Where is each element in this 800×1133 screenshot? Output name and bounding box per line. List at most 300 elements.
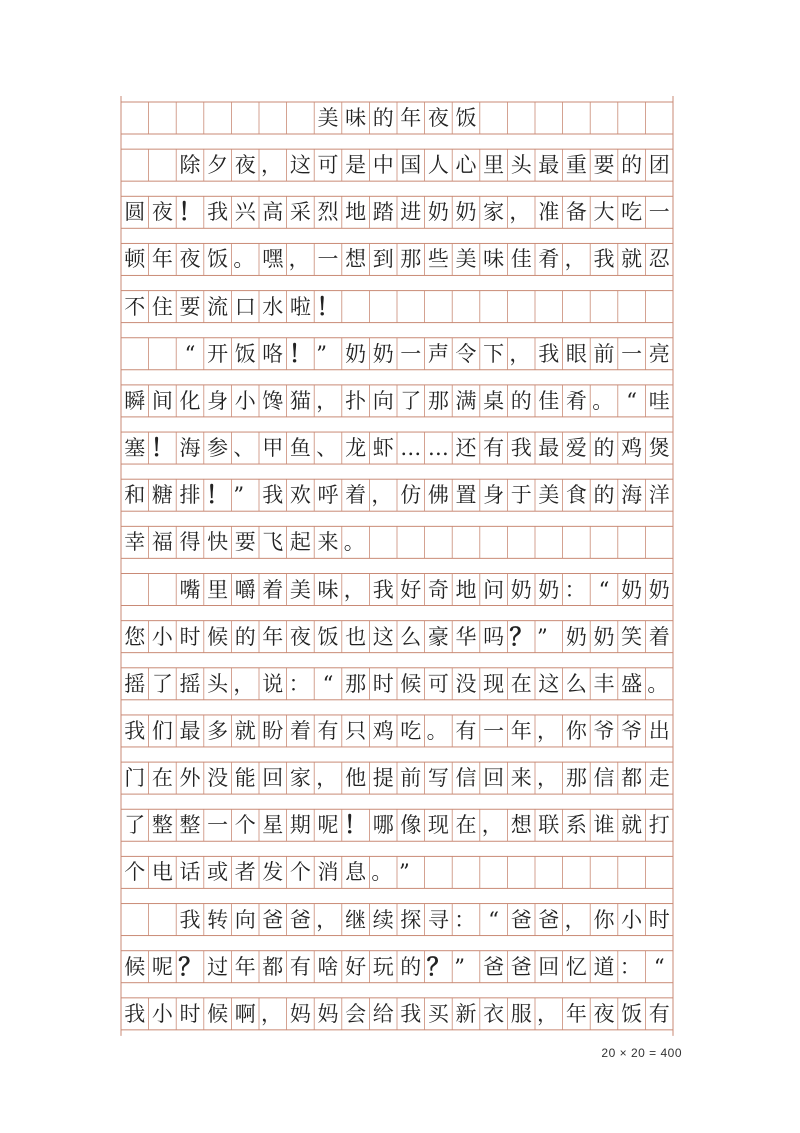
grid-char: 奶 — [565, 624, 587, 649]
essay-line — [0, 338, 800, 370]
grid-char: 发 — [262, 860, 284, 885]
grid-char: 起 — [289, 530, 311, 555]
grid-char — [480, 291, 508, 323]
grid-char: 我 — [593, 247, 615, 272]
grid-char: 前 — [593, 341, 615, 366]
grid-char — [590, 291, 618, 323]
grid-char: 就 — [234, 718, 256, 743]
grid-char: 流 — [207, 294, 229, 319]
grid-char: 继 — [345, 907, 367, 932]
grid-char: ， — [509, 341, 531, 366]
grid-char: 忍 — [648, 247, 670, 272]
grid-char: 向 — [234, 907, 256, 932]
grid-char: 啦 — [289, 294, 311, 319]
grid-char: ” — [233, 483, 245, 508]
grid-char: 着 — [345, 483, 367, 508]
grid-char: 、 — [316, 436, 338, 461]
grid-char: 夜 — [234, 153, 256, 178]
grid-char — [342, 291, 370, 323]
grid-char: 摇 — [179, 671, 201, 696]
grid-char: 提 — [372, 766, 394, 791]
grid-char: 准 — [538, 200, 560, 225]
grid-char — [618, 102, 646, 134]
grid-char: 消 — [317, 860, 339, 885]
grid-char: 的 — [234, 624, 256, 649]
grid-char: 高 — [262, 200, 284, 225]
grid-char: 在 — [151, 766, 173, 791]
grid-char: 飞 — [262, 530, 284, 555]
grid-char: 过 — [207, 954, 229, 979]
grid-char: 美 — [455, 247, 477, 272]
grid-char: 进 — [400, 200, 422, 225]
grid-char: 说 — [262, 671, 284, 696]
grid-char: 要 — [179, 294, 201, 319]
grid-char: ， — [371, 483, 393, 508]
grid-char: ， — [233, 671, 255, 696]
grid-char: 我 — [179, 907, 201, 932]
grid-char — [535, 102, 563, 134]
grid-char: 置 — [455, 483, 477, 508]
grid-char: 丰 — [593, 671, 615, 696]
grid-char: 奶 — [427, 200, 449, 225]
grid-char: 们 — [151, 718, 173, 743]
grid-char: 整 — [151, 813, 173, 838]
grid-char — [231, 102, 259, 134]
essay-line — [0, 574, 800, 606]
grid-char: ” — [454, 954, 465, 979]
essay-line — [0, 809, 800, 841]
grid-char: ， — [564, 907, 586, 932]
grid-char: ？ — [509, 621, 534, 651]
grid-char: 我 — [207, 200, 229, 225]
grid-char: 吃 — [621, 200, 643, 225]
grid-char: 呼 — [317, 483, 339, 508]
grid-char: “ — [626, 388, 637, 413]
grid-char — [645, 856, 673, 888]
grid-char: 饭 — [234, 341, 256, 366]
grid-char — [618, 526, 646, 558]
grid-char: 啥 — [317, 954, 339, 979]
grid-char: 奶 — [510, 577, 532, 602]
grid-char: 的 — [400, 954, 422, 979]
grid-char: 妈 — [317, 1001, 339, 1026]
grid-char: 奶 — [648, 577, 670, 602]
grid-char: 美 — [317, 106, 339, 130]
grid-char: 在 — [455, 813, 477, 838]
grid-char: ， — [564, 247, 586, 272]
grid-char: 大 — [593, 200, 615, 225]
grid-char: 饭 — [317, 624, 339, 649]
grid-char: 要 — [234, 530, 256, 555]
grid-char: 玩 — [372, 954, 394, 979]
grid-char: 饭 — [207, 247, 229, 272]
grid-char: 奶 — [593, 624, 615, 649]
grid-char: 回 — [483, 766, 505, 791]
grid-char: 肴 — [538, 247, 560, 272]
grid-char: ！ — [150, 433, 175, 463]
grid-char: 者 — [234, 860, 256, 885]
grid-char: 爸 — [510, 954, 532, 979]
essay-line — [0, 196, 800, 228]
grid-char — [425, 856, 453, 888]
grid-char: 年 — [151, 247, 173, 272]
grid-char: 衣 — [483, 1001, 505, 1026]
grid-char: 奶 — [345, 341, 367, 366]
grid-char: 里 — [483, 153, 505, 178]
grid-char — [149, 102, 177, 134]
grid-char: 佳 — [538, 388, 560, 413]
grid-char: 那 — [345, 671, 367, 696]
grid-char — [535, 526, 563, 558]
grid-char: 住 — [151, 294, 173, 319]
grid-char: ， — [537, 1001, 558, 1026]
grid-char: 一 — [621, 341, 643, 366]
grid-char: 我 — [124, 718, 146, 743]
grid-char: 是 — [345, 153, 367, 178]
grid-char — [507, 102, 535, 134]
grid-char: 会 — [345, 1001, 367, 1026]
grid-char: 欢 — [289, 483, 311, 508]
grid-char: 、 — [233, 436, 255, 461]
grid-char — [535, 291, 563, 323]
grid-char: 饭 — [621, 1001, 643, 1026]
grid-char — [149, 574, 177, 606]
grid-char: 盼 — [262, 718, 284, 743]
grid-char: 夜 — [289, 624, 311, 649]
grid-char: 外 — [179, 766, 201, 791]
grid-char: 备 — [565, 200, 587, 225]
grid-char: 圆 — [124, 200, 146, 225]
grid-char: 奶 — [455, 200, 477, 225]
grid-char: 想 — [345, 247, 367, 272]
grid-char: 买 — [427, 1001, 449, 1026]
grid-char: 只 — [345, 718, 367, 743]
grid-char: 饭 — [455, 106, 477, 130]
grid-char: 有 — [648, 1001, 670, 1026]
essay-line — [0, 291, 800, 323]
grid-char: 的 — [621, 153, 643, 178]
grid-char: 爸 — [483, 954, 505, 979]
grid-char: 年 — [234, 954, 256, 979]
grid-char: 信 — [455, 766, 477, 791]
grid-char: 问 — [483, 577, 505, 602]
grid-char: 下 — [483, 341, 505, 366]
grid-char — [204, 102, 232, 134]
grid-char: 美 — [538, 483, 560, 508]
grid-char — [645, 526, 673, 558]
grid-char: 呢 — [151, 954, 173, 979]
grid-char: 出 — [648, 718, 670, 743]
grid-char: 重 — [565, 153, 587, 178]
grid-char: 一 — [207, 813, 229, 838]
grid-char: 佳 — [510, 247, 532, 272]
grid-char: 嘴 — [179, 577, 201, 602]
grid-char: 那 — [565, 766, 587, 791]
grid-char: 您 — [124, 624, 146, 649]
grid-char: 豪 — [427, 624, 449, 649]
grid-char: ： — [564, 577, 586, 602]
grid-char: 瞬 — [124, 388, 146, 413]
grid-char: “ — [184, 341, 196, 366]
grid-char: 味 — [317, 577, 339, 602]
grid-char: 亮 — [648, 341, 670, 366]
essay-line — [0, 149, 800, 181]
title-row — [0, 102, 800, 134]
grid-char: 小 — [151, 1001, 173, 1026]
essay-line — [0, 904, 800, 936]
grid-char — [121, 149, 149, 181]
grid-char: 年 — [510, 718, 532, 743]
grid-char: 我 — [538, 341, 560, 366]
grid-char: ” — [537, 624, 548, 649]
grid-char: ” — [316, 341, 327, 366]
essay-line — [0, 621, 800, 653]
grid-char: 和 — [124, 483, 146, 508]
grid-char — [480, 102, 508, 134]
grid-char: 龙 — [345, 436, 367, 461]
grid-char: 着 — [648, 624, 670, 649]
grid-char: 。 — [426, 718, 448, 743]
grid-char: 洋 — [648, 483, 670, 508]
essay-line — [0, 951, 800, 983]
grid-char: ？ — [426, 951, 451, 981]
grid-char: 息 — [345, 860, 367, 885]
grid-char — [590, 856, 618, 888]
grid-char: 口 — [234, 294, 256, 319]
grid-char: 鸡 — [621, 436, 643, 461]
grid-char: 幸 — [124, 530, 146, 555]
grid-char: 个 — [124, 860, 146, 885]
grid-char — [563, 102, 591, 134]
grid-char: 呢 — [317, 813, 339, 838]
grid-char: 还 — [455, 436, 477, 461]
grid-char — [507, 526, 535, 558]
grid-lines — [121, 96, 673, 1036]
grid-char: 的 — [593, 436, 615, 461]
grid-char — [149, 338, 177, 370]
essay-line — [0, 526, 800, 558]
grid-char: 鸡 — [372, 718, 394, 743]
grid-char: 没 — [207, 766, 229, 791]
grid-char: 味 — [345, 106, 367, 130]
grid-char — [425, 526, 453, 558]
grid-char: 兴 — [234, 200, 256, 225]
grid-char: 候 — [207, 1001, 229, 1026]
grid-char — [397, 291, 425, 323]
grid-char: 有 — [455, 718, 477, 743]
grid-char: 国 — [400, 153, 422, 178]
grid-char: 到 — [372, 247, 394, 272]
grid-char: 地 — [455, 577, 477, 602]
grid-char: 在 — [510, 671, 532, 696]
grid-char: 一 — [648, 200, 670, 225]
grid-char: 能 — [234, 766, 256, 791]
grid-char: 么 — [400, 624, 422, 649]
grid-char: 的 — [593, 483, 615, 508]
grid-char: 烈 — [317, 200, 339, 225]
grid-char: 忆 — [565, 954, 587, 979]
grid-char: 要 — [593, 153, 615, 178]
grid-char: 这 — [289, 153, 311, 178]
grid-char — [149, 149, 177, 181]
grid-char — [259, 102, 287, 134]
grid-char: 妈 — [289, 1001, 311, 1026]
grid-char — [452, 526, 480, 558]
grid-char: 里 — [207, 577, 229, 602]
grid-char: 桌 — [483, 388, 505, 413]
grid-char: ” — [399, 860, 410, 885]
grid-char: 地 — [345, 200, 367, 225]
grid-char: 顿 — [124, 247, 146, 272]
grid-char — [590, 526, 618, 558]
grid-char: 家 — [483, 200, 505, 225]
grid-char: 得 — [179, 530, 201, 555]
grid-char: ？ — [178, 951, 203, 981]
grid-char: 前 — [400, 766, 422, 791]
grid-char: 声 — [427, 341, 449, 366]
grid-char — [452, 291, 480, 323]
grid-char: 佛 — [427, 483, 449, 508]
essay-line — [0, 479, 800, 511]
grid-char: 海 — [621, 483, 643, 508]
grid-char: 现 — [483, 671, 505, 696]
grid-char — [176, 102, 204, 134]
grid-char: 打 — [648, 813, 670, 838]
grid-char: 吗 — [483, 624, 505, 649]
grid-char: 这 — [372, 624, 394, 649]
grid-char: 时 — [179, 624, 201, 649]
grid-char — [149, 904, 177, 936]
grid-char: 夜 — [151, 200, 173, 225]
grid-char: 我 — [400, 1001, 422, 1026]
grid-char: 可 — [427, 671, 449, 696]
grid-char: 爸 — [510, 907, 532, 932]
grid-char: 哇 — [648, 388, 670, 413]
grid-char: 走 — [648, 766, 670, 791]
grid-char — [121, 102, 149, 134]
grid-char: 像 — [400, 813, 422, 838]
grid-char: 肴 — [565, 388, 587, 413]
grid-char: 一 — [317, 247, 339, 272]
grid-char: 华 — [455, 624, 477, 649]
grid-char: 续 — [372, 907, 394, 932]
grid-char: 令 — [455, 341, 477, 366]
grid-char: ！ — [288, 338, 313, 368]
grid-char — [645, 102, 673, 134]
grid-char — [121, 904, 149, 936]
grid-char: 。 — [647, 671, 669, 696]
grid-char: 小 — [234, 388, 256, 413]
grid-char: 爸 — [538, 907, 560, 932]
grid-char: 爷 — [621, 718, 643, 743]
grid-char: 福 — [151, 530, 173, 555]
grid-char — [425, 291, 453, 323]
grid-char — [480, 526, 508, 558]
grid-char: 团 — [648, 153, 670, 178]
grid-char: 糖 — [151, 483, 173, 508]
grid-char: 那 — [427, 388, 449, 413]
grid-char: 年 — [565, 1001, 587, 1026]
grid-char: 头 — [510, 153, 532, 178]
grid-char: 有 — [483, 436, 505, 461]
grid-char: 谁 — [593, 813, 615, 838]
grid-char: 么 — [565, 671, 587, 696]
essay-line — [0, 998, 800, 1030]
grid-char — [618, 291, 646, 323]
grid-char: 。 — [233, 247, 255, 272]
grid-char: 转 — [207, 907, 229, 932]
grid-char: 爱 — [565, 436, 587, 461]
grid-char: 了 — [400, 388, 422, 413]
grid-char: 夕 — [207, 153, 229, 178]
grid-char: 一 — [483, 718, 505, 743]
grid-char: ： — [619, 954, 641, 979]
grid-char: 或 — [207, 860, 229, 885]
grid-char: 都 — [621, 766, 643, 791]
grid-char: 虾 — [372, 436, 394, 461]
grid-char: 的 — [510, 388, 532, 413]
grid-char — [618, 856, 646, 888]
grid-char: 我 — [372, 577, 394, 602]
grid-char: 爸 — [262, 907, 284, 932]
grid-char: 嘿 — [262, 247, 284, 272]
grid-char: 现 — [427, 813, 449, 838]
grid-char — [452, 856, 480, 888]
grid-char: 个 — [289, 860, 311, 885]
grid-char: 心 — [455, 153, 477, 178]
grid-char: 个 — [234, 813, 256, 838]
grid-char: 仿 — [400, 483, 422, 508]
grid-char: 夜 — [427, 106, 449, 130]
grid-char: 候 — [207, 624, 229, 649]
grid-char: 电 — [151, 860, 173, 885]
grid-char: … — [400, 436, 422, 461]
grid-char: 塞 — [124, 436, 146, 461]
grid-char: 水 — [262, 294, 284, 319]
grid-char: 有 — [317, 718, 339, 743]
grid-char: 候 — [124, 954, 146, 979]
grid-char: “ — [598, 577, 610, 602]
grid-char: 家 — [289, 766, 311, 791]
grid-char: 那 — [400, 247, 422, 272]
grid-char: 中 — [372, 153, 394, 178]
grid-char: 煲 — [648, 436, 670, 461]
grid-char: 。 — [371, 860, 393, 885]
grid-char: 海 — [179, 436, 201, 461]
grid-char — [645, 291, 673, 323]
essay-line — [0, 243, 800, 275]
grid-char: 来 — [317, 530, 339, 555]
grid-char: 咯 — [262, 341, 284, 366]
grid-char — [563, 526, 591, 558]
grid-char — [369, 291, 397, 323]
grid-char: 不 — [124, 294, 146, 319]
grid-char: 最 — [538, 436, 560, 461]
grid-char: 想 — [510, 813, 532, 838]
grid-char: 写 — [427, 766, 449, 791]
grid-char: 夜 — [593, 1001, 615, 1026]
grid-char: 话 — [179, 860, 201, 885]
grid-char: 新 — [455, 1001, 477, 1026]
grid-char: 没 — [455, 671, 477, 696]
grid-char: 满 — [455, 388, 477, 413]
grid-char: ， — [343, 577, 365, 602]
grid-char: ： — [288, 671, 310, 696]
grid-char: 系 — [565, 813, 587, 838]
grid-char: 甲 — [262, 436, 284, 461]
grid-char: 时 — [372, 671, 394, 696]
grid-char: 鱼 — [289, 436, 311, 461]
